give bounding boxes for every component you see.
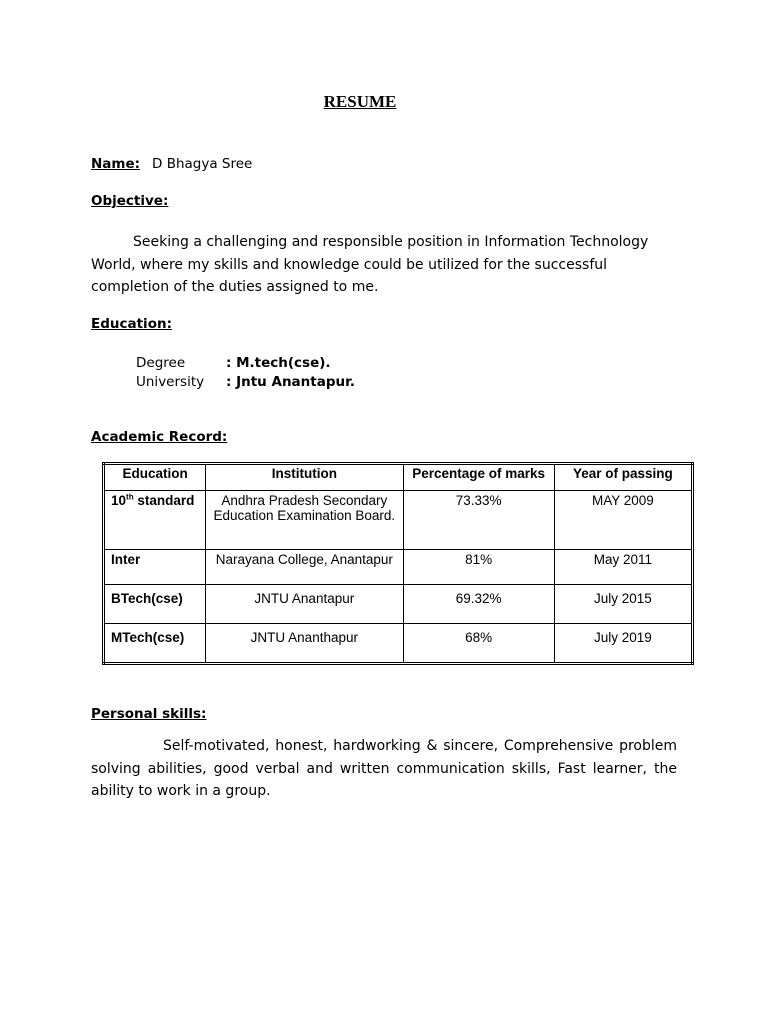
table-row xyxy=(104,550,693,585)
table-row xyxy=(104,624,693,664)
skills-label: Personal skills: xyxy=(91,706,207,722)
cell-year: May 2011 xyxy=(554,550,692,585)
cell-institution: Narayana College, Anantapur xyxy=(206,550,403,585)
skills-text: Self-motivated, honest, hardworking & sincere, Comprehensive problem solving abilities, good verbal and written communication skills, Fast learner, the ability to work in a group. xyxy=(91,738,677,799)
cell-year: July 2019 xyxy=(554,624,692,664)
column-header-percentage: Percentage of marks xyxy=(403,464,554,491)
university-label: University xyxy=(136,374,205,390)
cell-percentage: 68% xyxy=(403,624,554,664)
objective-paragraph xyxy=(91,231,671,299)
skills-paragraph xyxy=(91,735,677,803)
cell-education: MTech(cse) xyxy=(104,624,206,664)
table-row xyxy=(104,491,693,550)
cell-percentage: 69.32% xyxy=(403,585,554,624)
university-row xyxy=(136,373,355,392)
cell-percentage: 81% xyxy=(403,550,554,585)
cell-year: July 2015 xyxy=(554,585,692,624)
skills-heading xyxy=(91,706,206,722)
degree-label: Degree xyxy=(136,355,186,371)
page-title: RESUME xyxy=(323,92,397,111)
column-header-education: Education xyxy=(104,464,206,491)
degree-value: : M.tech(cse). xyxy=(226,355,331,371)
objective-text: Seeking a challenging and responsible position in Information Technology World, where my skills and knowledge could be utilized for the successful completion of the duties assigned to me. xyxy=(91,234,649,295)
cell-percentage: 73.33% xyxy=(403,491,554,550)
objective-heading xyxy=(91,193,168,209)
cell-institution: JNTU Anantapur xyxy=(206,585,403,624)
name-row xyxy=(91,156,252,172)
university-value: : Jntu Anantapur. xyxy=(226,374,355,390)
education-details xyxy=(136,354,355,392)
column-header-institution: Institution xyxy=(206,464,403,491)
column-header-year: Year of passing xyxy=(554,464,692,491)
degree-row xyxy=(136,354,355,373)
cell-institution: Andhra Pradesh Secondary Education Examination Board. xyxy=(206,491,403,550)
education-heading xyxy=(91,316,172,332)
cell-education: Inter xyxy=(104,550,206,585)
table-header-row xyxy=(104,464,693,491)
academic-record-table xyxy=(102,462,694,665)
academic-heading xyxy=(91,429,227,445)
cell-education: 10th standard xyxy=(104,491,206,550)
education-label: Education: xyxy=(91,316,172,332)
academic-label: Academic Record: xyxy=(91,429,228,445)
name-label: Name: xyxy=(91,156,141,172)
objective-label: Objective: xyxy=(91,193,169,209)
name-value: D Bhagya Sree xyxy=(152,156,253,172)
cell-year: MAY 2009 xyxy=(554,491,692,550)
cell-institution: JNTU Ananthapur xyxy=(206,624,403,664)
table-row xyxy=(104,585,693,624)
cell-education: BTech(cse) xyxy=(104,585,206,624)
